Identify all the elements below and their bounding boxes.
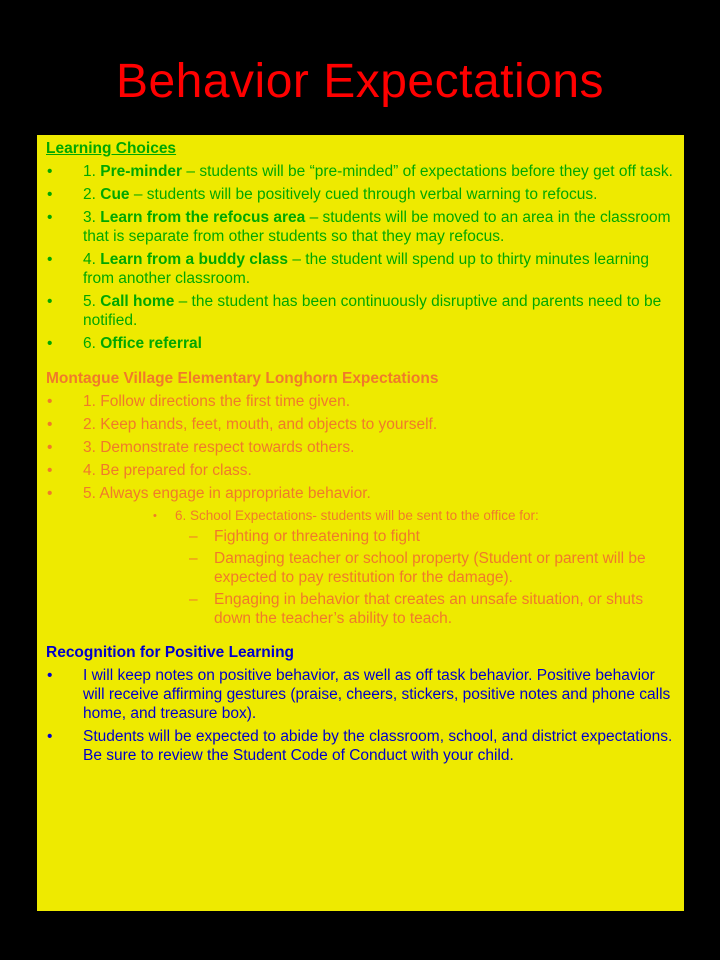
- list-item: – Fighting or threatening to fight: [46, 527, 676, 546]
- list-item: • 3. Demonstrate respect towards others.: [46, 438, 676, 457]
- school-expectations-item: • 6. School Expectations- students will be sent to the office for:: [46, 507, 676, 525]
- list-item: • 5. Always engage in appropriate behavior.: [46, 484, 676, 503]
- list-item: • Students will be expected to abide by the classroom, school, and district expectations. Be sure to review the Student Code of Conduct with your child.: [46, 727, 676, 765]
- office-reasons-list: [46, 527, 676, 628]
- content-panel: [37, 135, 684, 911]
- list-item: • 3. Learn from the refocus area – students will be moved to an area in the classroom that is separate from other students so that they may refocus.: [46, 208, 676, 246]
- list-item: • 5. Call home – the student has been continuously disruptive and parents need to be notified.: [46, 292, 676, 330]
- school-expectations-list: [46, 507, 676, 525]
- longhorn-list: [46, 392, 676, 503]
- list-item: • 2. Cue – students will be positively cued through verbal warning to refocus.: [46, 185, 676, 204]
- list-item: • 4. Be prepared for class.: [46, 461, 676, 480]
- list-item: • 6. Office referral: [46, 334, 676, 353]
- list-item: • 1. Follow directions the first time given.: [46, 392, 676, 411]
- list-item: – Damaging teacher or school property (Student or parent will be expected to pay restitution for the damage).: [46, 549, 676, 587]
- recognition-list: [46, 666, 676, 765]
- longhorn-heading: Montague Village Elementary Longhorn Expectations: [46, 370, 439, 387]
- learning-choices-heading: Learning Choices: [46, 140, 177, 157]
- list-item: • 4. Learn from a buddy class – the student will spend up to thirty minutes learning from another classroom.: [46, 250, 676, 288]
- list-item: • 2. Keep hands, feet, mouth, and objects to yourself.: [46, 415, 676, 434]
- list-item: • I will keep notes on positive behavior, as well as off task behavior. Positive behavior will receive affirming gestures (praise, cheers, stickers, positive notes and phone calls home, and treasure box).: [46, 666, 676, 723]
- recognition-heading: Recognition for Positive Learning: [46, 644, 295, 661]
- list-item: • 1. Pre-minder – students will be “pre-minded” of expectations before they get off task.: [46, 162, 676, 181]
- list-item: – Engaging in behavior that creates an unsafe situation, or shuts down the teacher’s ability to teach.: [46, 590, 676, 628]
- learning-choices-list: [46, 162, 676, 353]
- page-title: Behavior Expectations: [115, 55, 605, 108]
